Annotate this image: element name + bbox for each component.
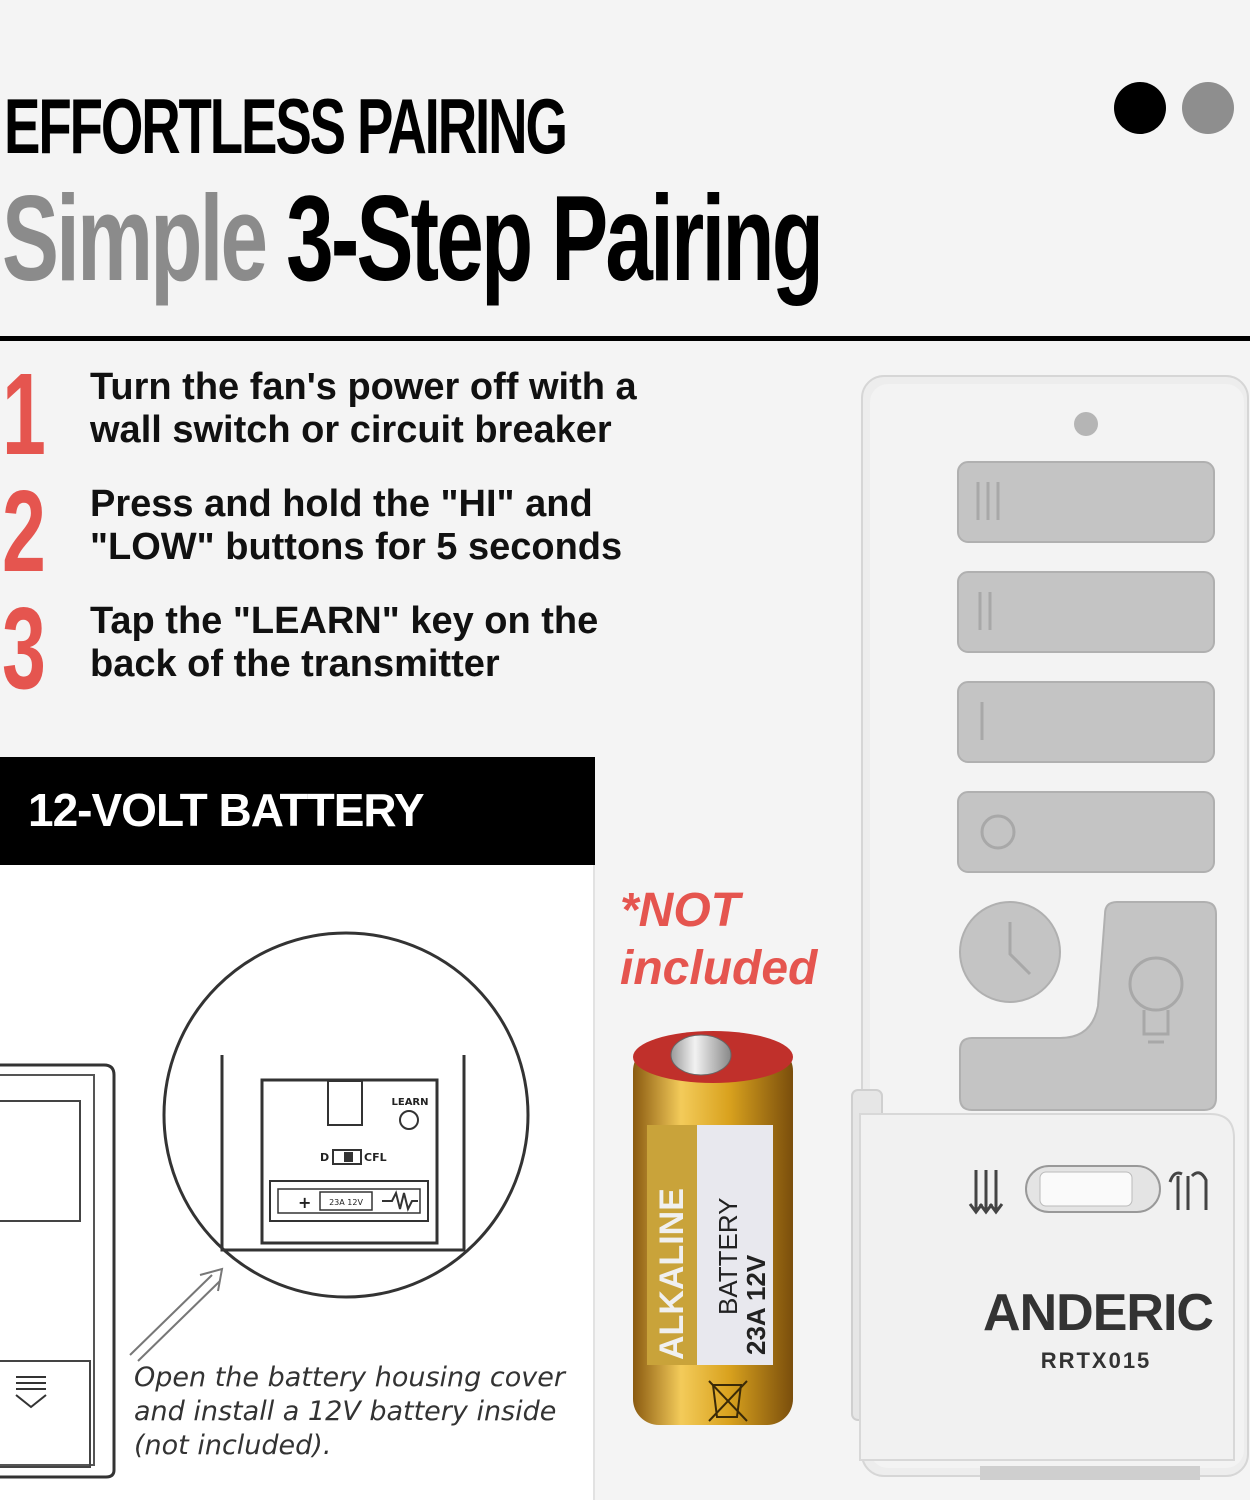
led-indicator-icon	[1074, 412, 1098, 436]
step-number: 1	[2, 349, 46, 479]
remote-button-low[interactable]	[958, 682, 1214, 762]
eyebrow-title: EFFORTLESS PAIRING	[4, 82, 566, 170]
remote-button-off[interactable]	[958, 792, 1214, 872]
carousel-dot-2[interactable]	[1182, 82, 1234, 134]
battery-banner-label: 12-VOLT BATTERY	[28, 784, 424, 836]
reverse-switch-knob[interactable]	[1040, 1172, 1132, 1206]
step-text: Press and hold the "HI" and "LOW" buttons for 5 seconds	[90, 483, 623, 568]
not-included-note: *NOT included	[620, 884, 818, 995]
battery-23a-image	[625, 1025, 805, 1445]
battery-label: BATTERY	[713, 1197, 743, 1315]
step-text: Tap the "LEARN" key on the back of the transmitter	[90, 600, 599, 685]
remote-control-image	[830, 370, 1250, 1480]
switch-right-label: CFL	[364, 1151, 387, 1164]
headline-strong: 3-Step Pairing	[286, 170, 822, 306]
carousel-dot-1[interactable]	[1114, 82, 1166, 134]
battery-caption: Open the battery housing cover and install a 12V battery inside (not included).	[134, 1362, 565, 1461]
battery-brand: ALKALINE	[653, 1188, 691, 1360]
battery-model: 23A 12V	[741, 1254, 771, 1355]
remote-button-medium[interactable]	[958, 572, 1214, 652]
learn-label: LEARN	[391, 1097, 429, 1108]
remote-brand: ANDERIC	[983, 1284, 1213, 1342]
switch-left-label: D	[320, 1151, 330, 1164]
page-title	[2, 170, 822, 306]
headline-muted: Simple	[2, 170, 266, 306]
remote-model: RRTX015	[1040, 1348, 1152, 1373]
step-text: Turn the fan's power off with a wall switch or circuit breaker	[90, 366, 637, 451]
battery-banner	[0, 757, 595, 865]
step-number: 3	[2, 583, 46, 713]
plus-label: +	[298, 1193, 312, 1212]
remote-button-high[interactable]	[958, 462, 1214, 542]
step-number: 2	[2, 466, 46, 596]
battery-install-illustration	[0, 865, 595, 1500]
header-divider	[0, 336, 1250, 341]
battery-cell-label: 23A 12V	[329, 1198, 363, 1207]
carousel-dots	[1114, 82, 1234, 134]
